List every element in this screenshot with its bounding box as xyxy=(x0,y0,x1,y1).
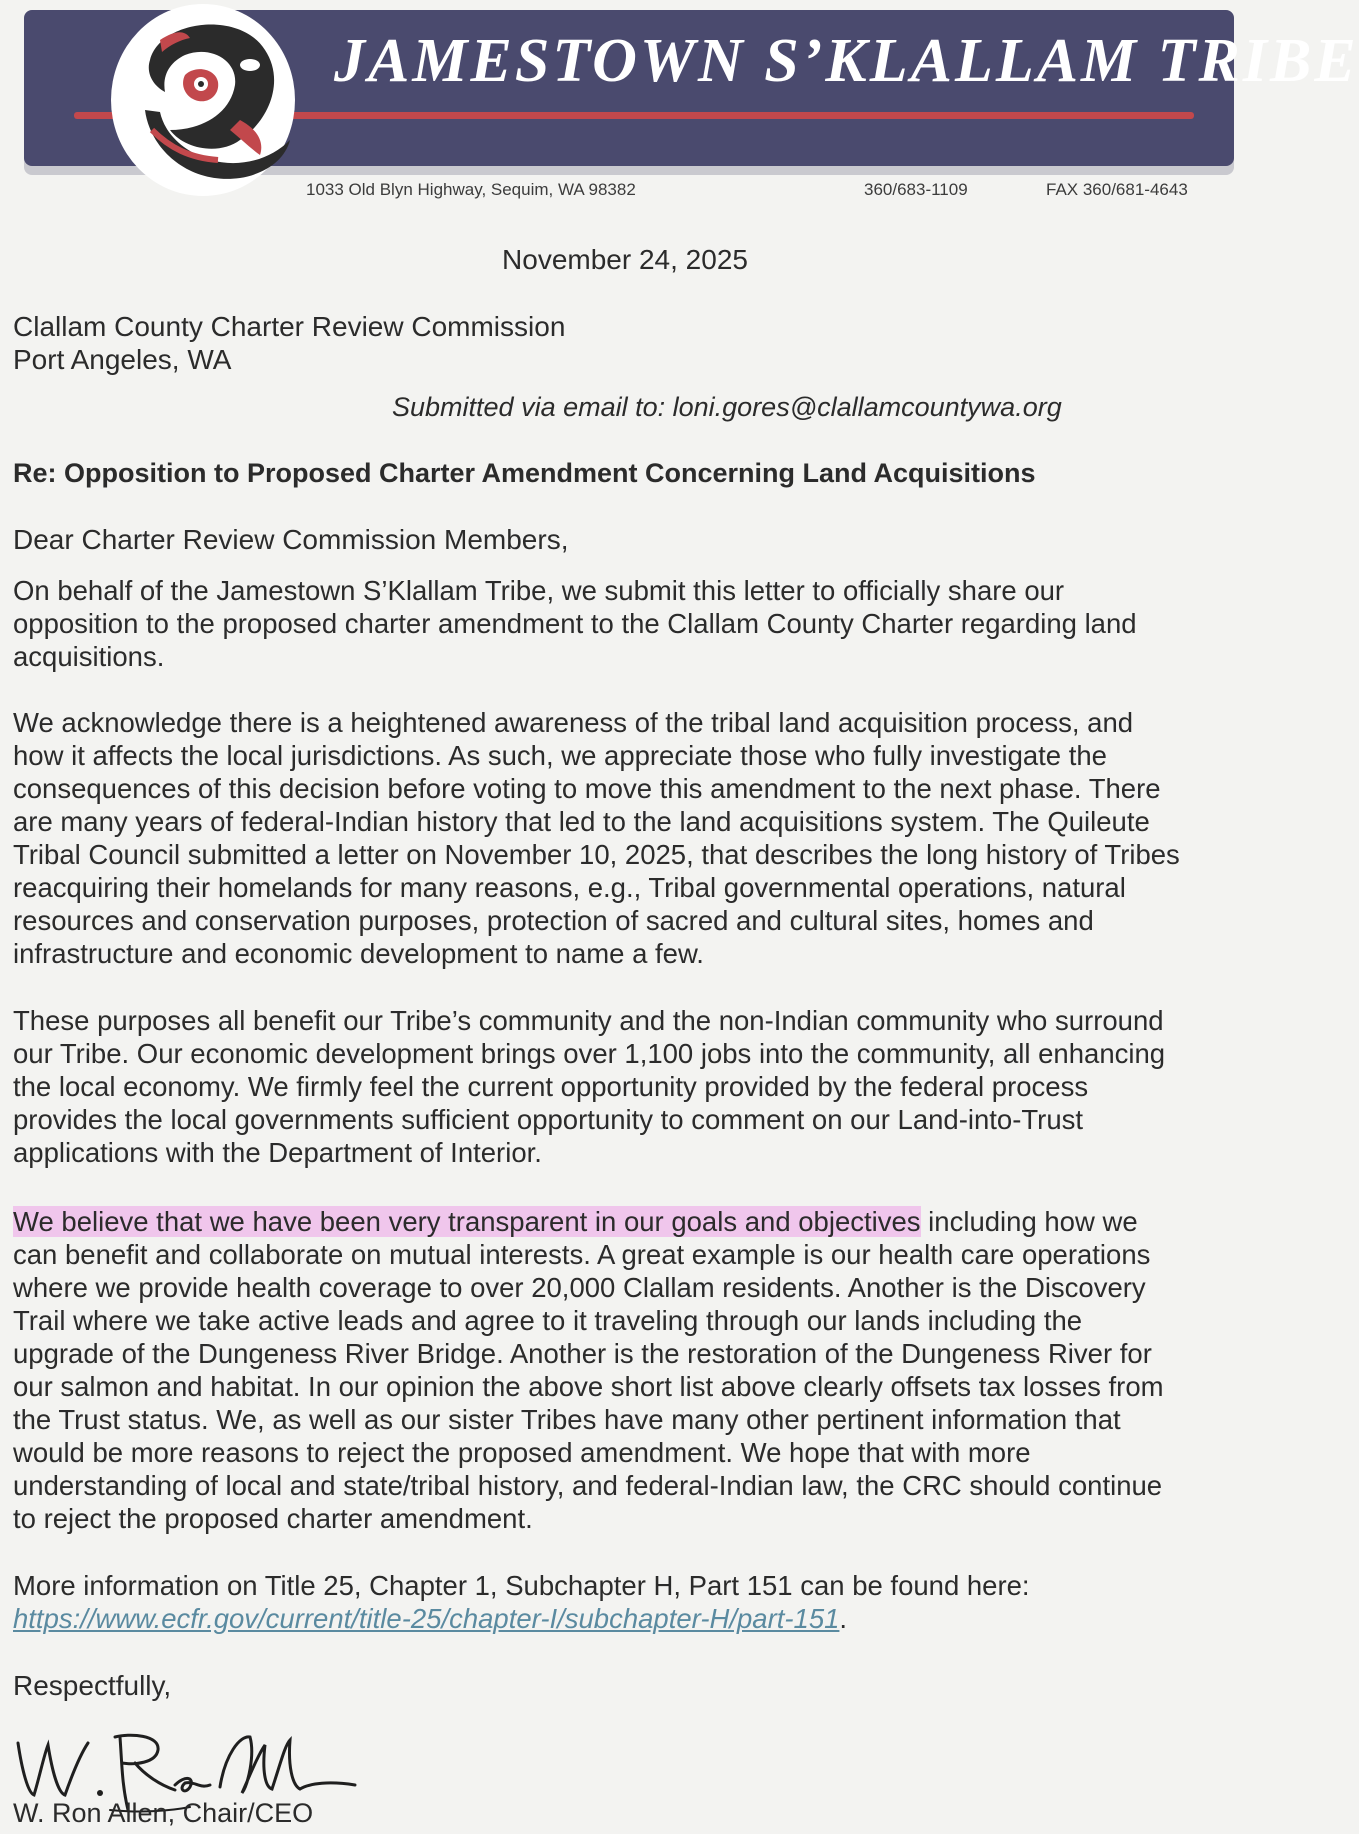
ecfr-link[interactable]: https://www.ecfr.gov/current/title-25/chapter-I/subchapter-H/part-151 xyxy=(13,1603,840,1634)
paragraph-4 xyxy=(13,1205,1243,1535)
highlighted-text: We believe that we have been very transparent in our goals and objectives xyxy=(13,1206,921,1237)
signer-name-title: W. Ron Allen, Chair/CEO xyxy=(13,1798,314,1828)
paragraph-3: These purposes all benefit our Tribe’s community and the non-Indian community who surround our Tribe. Our economic development brings over 1,100 jobs into the community, all enhancing the local economy. We firmly feel the current opportunity provided by the federal process provides the local governments sufficient opportunity to comment on our Land-into-Trust applications with the Department of Interior. xyxy=(13,1005,1166,1168)
recipient-line-1: Clallam County Charter Review Commission xyxy=(13,311,566,342)
paragraph-1: On behalf of the Jamestown S’Klallam Tribe, we submit this letter to officially share our opposition to the proposed charter amendment to the Clallam County Charter regarding land acquisitions. xyxy=(13,575,1137,672)
more-info xyxy=(13,1569,1030,1635)
closing: Respectfully, xyxy=(13,1670,172,1701)
paragraph-4-rest: including how we can benefit and collaborate on mutual interests. A great example is our health care operations where we provide health coverage to over 20,000 Clallam residents. Another is the Discovery Trail where we take active leads and agree to it traveling through our lands including the upgrade of the Dungeness River Bridge. Another is the restoration of the Dungeness River for our salmon and habitat. In our opinion the above short list above clearly offsets tax losses from the Trust status. We, as well as our sister Tribes have many other pertinent information that would be more reasons to reject the proposed amendment. We hope that with more understanding of local and state/tribal history, and federal-Indian law, the CRC should continue to reject the proposed charter amendment. xyxy=(13,1206,1164,1534)
link-trailing-period: . xyxy=(839,1603,848,1634)
tribal-art-logo-icon xyxy=(90,0,316,200)
letterhead-address: 1033 Old Blyn Highway, Sequim, WA 98382 xyxy=(306,180,636,199)
paragraph-2: We acknowledge there is a heightened awareness of the tribal land acquisition process, and how it affects the local jurisdictions. As such, we appreciate those who fully investigate the consequences of this decision before voting to move this amendment to the next phase. There are many years of federal-Indian history that led to the land acquisitions system. The Quileute Tribal Council submitted a letter on November 10, 2025, that describes the long history of Tribes reacquiring their homelands for many reasons, e.g., Tribal governmental operations, natural resources and conservation purposes, protection of sacred and cultural sites, homes and infrastructure and economic development to name a few. xyxy=(13,707,1180,969)
recipient-line-2: Port Angeles, WA xyxy=(13,344,232,375)
letter-date: November 24, 2025 xyxy=(502,244,748,275)
subject-line: Re: Opposition to Proposed Charter Amendment Concerning Land Acquisitions xyxy=(13,458,1036,488)
letterhead-fax: FAX 360/681-4643 xyxy=(1046,180,1188,199)
more-info-text: More information on Title 25, Chapter 1, Subchapter H, Part 151 can be found here: xyxy=(13,1570,1030,1601)
letterhead-phone: 360/683-1109 xyxy=(864,180,968,199)
tribe-name: JAMESTOWN S’KLALLAM TRIBE xyxy=(334,27,1359,95)
salutation: Dear Charter Review Commission Members, xyxy=(13,524,569,555)
letterhead xyxy=(0,0,1359,215)
recipient-block xyxy=(13,310,565,376)
submitted-via-email: Submitted via email to: loni.gores@clallamcountywa.org xyxy=(392,392,1062,422)
